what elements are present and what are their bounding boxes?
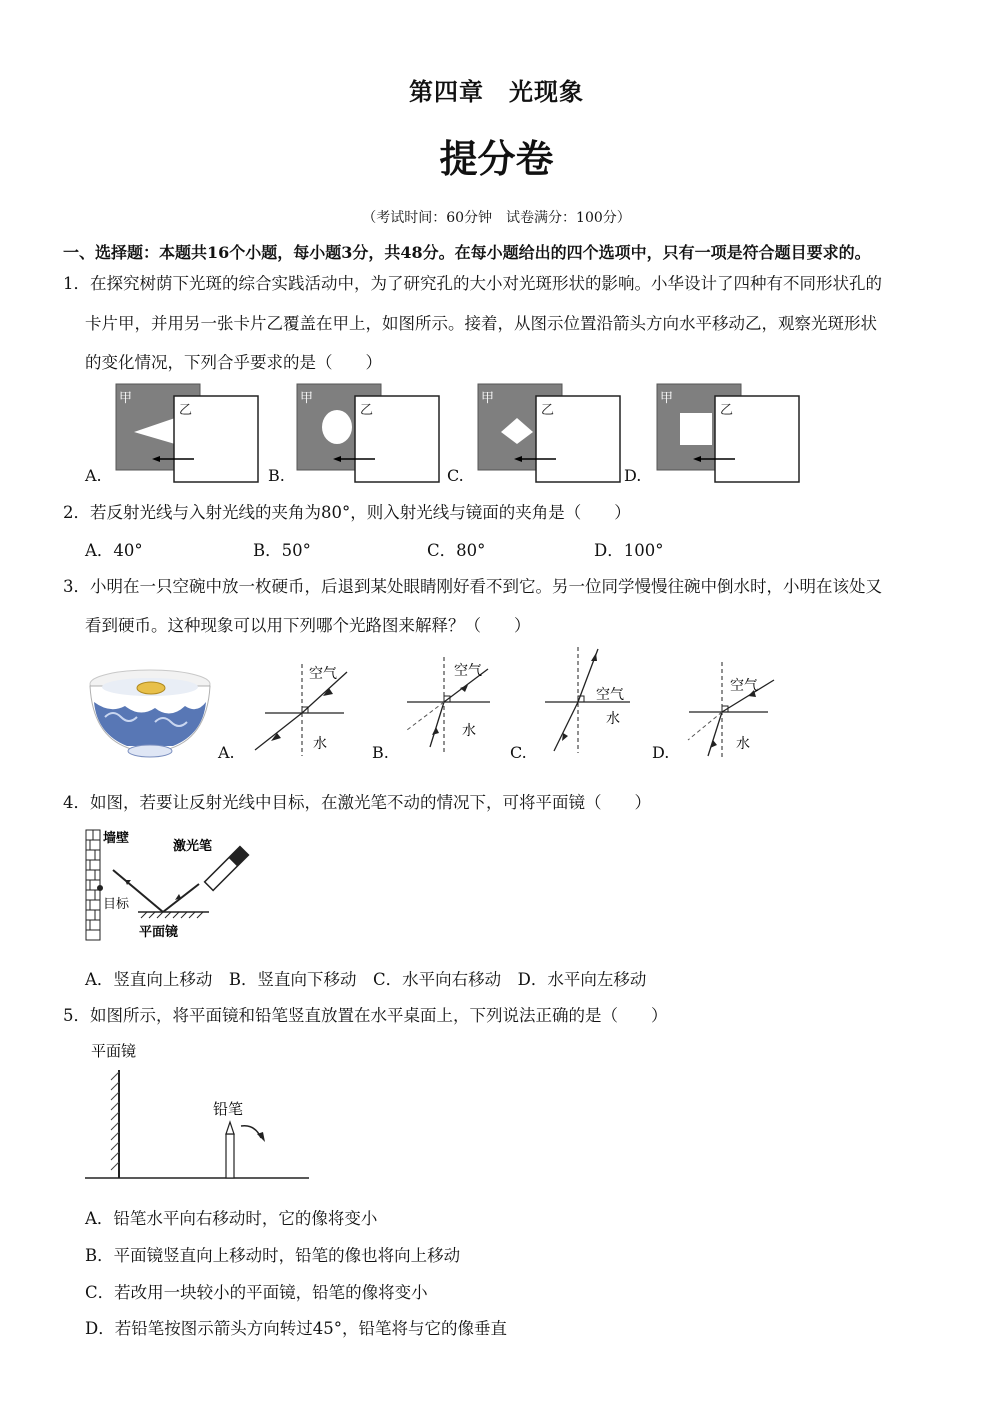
q1-option-b[interactable]: B. — [268, 466, 285, 485]
q4-stem: 4．如图，若要让反射光线中目标，在激光笔不动的情况下，可将平面镜（ ） — [63, 793, 651, 812]
q3-option-c[interactable]: C. — [510, 743, 527, 762]
svg-text:水: 水 — [462, 723, 476, 739]
pencil-label: 铅笔 — [213, 1100, 244, 1118]
svg-text:空气: 空气 — [309, 666, 337, 682]
svg-text:目标: 目标 — [103, 897, 130, 912]
q3-diagram-a — [247, 658, 357, 758]
q3-line-2: 看到硬币。这种现象可以用下列哪个光路图来解释？（ ） — [85, 616, 531, 635]
q5-option-d[interactable]: D．若铅笔按图示箭头方向转过45°，铅笔将与它的像垂直 — [85, 1319, 507, 1338]
q2-option-c[interactable]: C．80° — [427, 541, 486, 560]
svg-text:水: 水 — [736, 736, 750, 752]
q5-stem: 5．如图所示，将平面镜和铅笔竖直放置在水平桌面上，下列说法正确的是（ ） — [63, 1006, 668, 1025]
q5-option-a[interactable]: A．铅笔水平向右移动时，它的像将变小 — [85, 1209, 378, 1228]
q2-stem: 2．若反射光线与入射光线的夹角为80°，则入射光线与镜面的夹角是（ ） — [63, 503, 631, 522]
svg-text:平面镜: 平面镜 — [139, 925, 179, 940]
q5-figure — [83, 1038, 313, 1184]
q4-figure — [83, 822, 253, 944]
q3-line-1: 3．小明在一只空碗中放一枚硬币，后退到某处眼睛刚好看不到它。另一位同学慢慢往碗中倒水时，小明在该处又 — [63, 577, 882, 596]
q3-option-d[interactable]: D. — [652, 743, 670, 762]
q5-option-c[interactable]: C．若改用一块较小的平面镜，铅笔的像将变小 — [85, 1283, 428, 1302]
svg-text:空气: 空气 — [730, 678, 758, 694]
q1-figure-b — [293, 382, 443, 484]
q3-diagram-c — [540, 645, 650, 757]
svg-text:甲: 甲 — [481, 391, 495, 406]
q2-option-d[interactable]: D．100° — [594, 541, 664, 560]
bowl-with-coin-image — [85, 662, 215, 764]
mirror-label: 平面镜 — [91, 1042, 137, 1060]
q1-option-d[interactable]: D. — [624, 466, 642, 485]
q2-option-a[interactable]: A．40° — [85, 541, 143, 560]
q1-line-1: 1．在探究树荫下光斑的综合实践活动中，为了研究孔的大小对光斑形状的影响。小华设计了四种有不同形状孔的 — [63, 274, 882, 293]
q1-figure-c — [474, 382, 624, 484]
q3-diagram-b — [402, 655, 512, 755]
svg-text:甲: 甲 — [660, 391, 674, 406]
q3-option-b[interactable]: B. — [372, 743, 389, 762]
q3-diagram-d — [684, 660, 794, 760]
q4-options[interactable]: A．竖直向上移动 B．竖直向下移动 C．水平向右移动 D．水平向左移动 — [85, 970, 647, 989]
q1-line-2: 卡片甲，并用另一张卡片乙覆盖在甲上，如图所示。接着，从图示位置沿箭头方向水平移动乙，观察光斑形状 — [85, 314, 877, 333]
section-heading: 一、选择题：本题共16个小题，每小题3分，共48分。在每小题给出的四个选项中，只有一项是符合题目要求的。 — [63, 243, 871, 262]
page-title: 提分卷 — [439, 136, 554, 181]
q1-option-a[interactable]: A. — [85, 466, 102, 485]
svg-text:乙: 乙 — [360, 403, 374, 418]
q1-figure-d — [653, 382, 803, 484]
card-jia-label: 甲 — [119, 391, 133, 406]
svg-text:水: 水 — [606, 711, 620, 727]
q1-figure-a — [112, 382, 262, 484]
q1-line-3: 的变化情况，下列合乎要求的是（ ） — [85, 353, 382, 372]
q2-option-b[interactable]: B．50° — [253, 541, 311, 560]
card-yi-label: 乙 — [179, 403, 193, 418]
svg-text:乙: 乙 — [541, 403, 555, 418]
svg-text:水: 水 — [313, 736, 327, 752]
svg-text:激光笔: 激光笔 — [173, 839, 213, 854]
q5-option-b[interactable]: B．平面镜竖直向上移动时，铅笔的像也将向上移动 — [85, 1246, 461, 1265]
svg-text:甲: 甲 — [300, 391, 314, 406]
svg-text:墙壁: 墙壁 — [103, 831, 130, 846]
chapter-title: 第四章 光现象 — [409, 77, 584, 106]
exam-info: （考试时间：60分钟 试卷满分：100分） — [362, 210, 631, 226]
svg-text:空气: 空气 — [454, 663, 482, 679]
svg-text:空气: 空气 — [596, 687, 624, 703]
q3-option-a[interactable]: A. — [218, 743, 235, 762]
q1-option-c[interactable]: C. — [447, 466, 464, 485]
svg-text:乙: 乙 — [720, 403, 734, 418]
